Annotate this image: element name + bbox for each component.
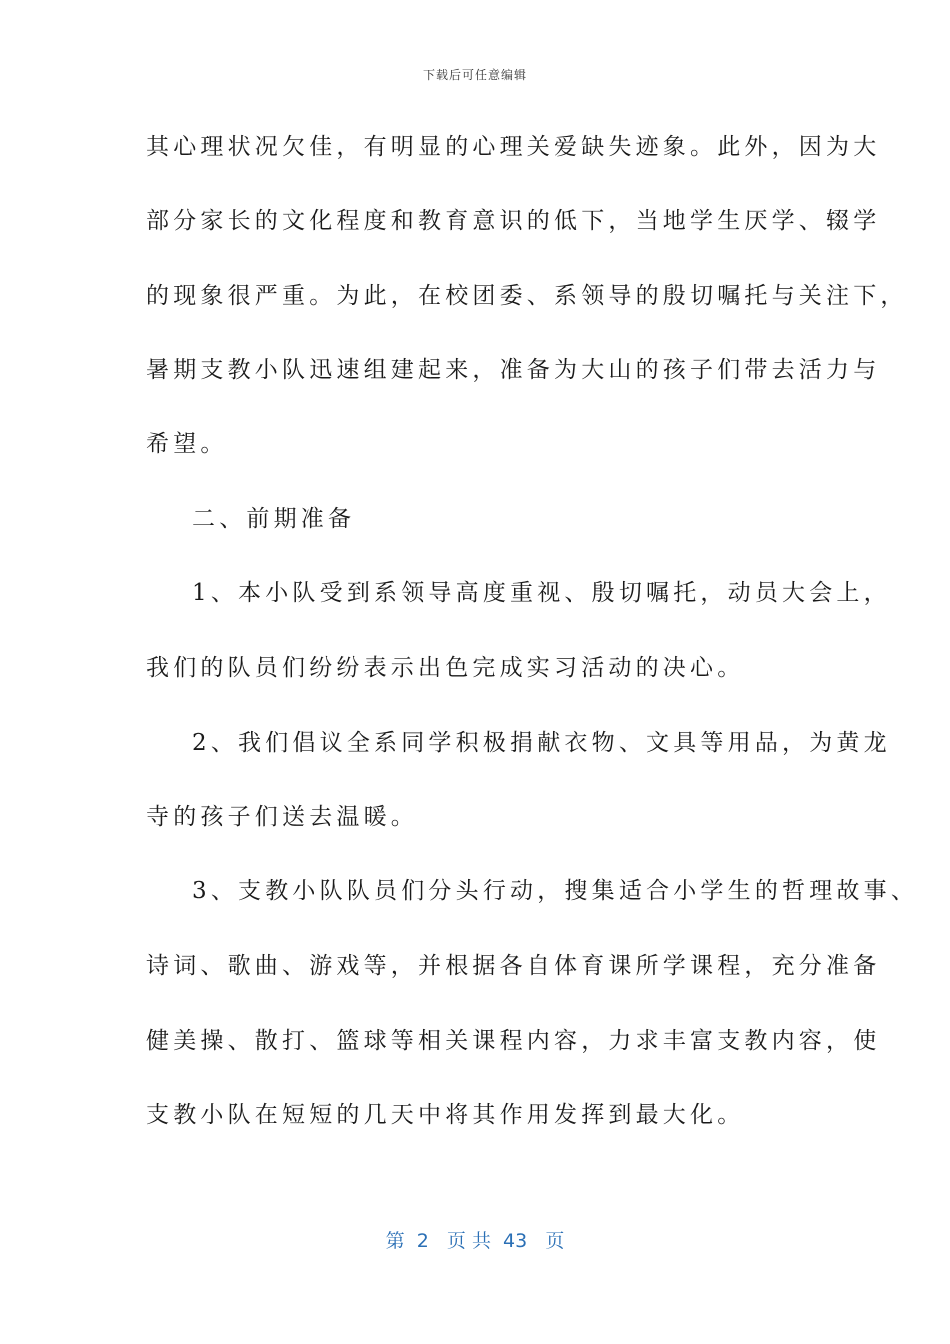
paragraph-line: 二、前期准备 xyxy=(192,506,356,532)
paragraph-line: 希望。 xyxy=(146,431,228,457)
paragraph-line: 健美操、散打、篮球等相关课程内容，力求丰富支教内容，使 xyxy=(146,1028,881,1054)
paragraph-line: 1、本小队受到系领导高度重视、殷切嘱托，动员大会上， xyxy=(192,580,891,606)
paragraph-line: 部分家长的文化程度和教育意识的低下，当地学生厌学、辍学 xyxy=(146,208,881,234)
paragraph-line: 2、我们倡议全系同学积极捐献衣物、文具等用品，为黄龙 xyxy=(192,730,891,756)
header-note: 下载后可任意编辑 xyxy=(422,68,527,82)
paragraph-line: 寺的孩子们送去温暖。 xyxy=(146,804,418,830)
paragraph-line: 其心理状况欠佳，有明显的心理关爱缺失迹象。此外，因为大 xyxy=(146,134,881,160)
page-number-footer: 第 2 页 共 43 页 xyxy=(385,1230,565,1252)
paragraph-line: 暑期支教小队迅速组建起来，准备为大山的孩子们带去活力与 xyxy=(146,357,881,383)
paragraph-line: 3、支教小队队员们分头行动，搜集适合小学生的哲理故事、 xyxy=(192,878,919,904)
paragraph-line: 我们的队员们纷纷表示出色完成实习活动的决心。 xyxy=(146,655,745,681)
paragraph-line: 支教小队在短短的几天中将其作用发挥到最大化。 xyxy=(146,1102,745,1128)
paragraph-line: 诗词、歌曲、游戏等，并根据各自体育课所学课程，充分准备 xyxy=(146,953,881,979)
paragraph-line: 的现象很严重。为此，在校团委、系领导的殷切嘱托与关注下， xyxy=(146,283,908,309)
